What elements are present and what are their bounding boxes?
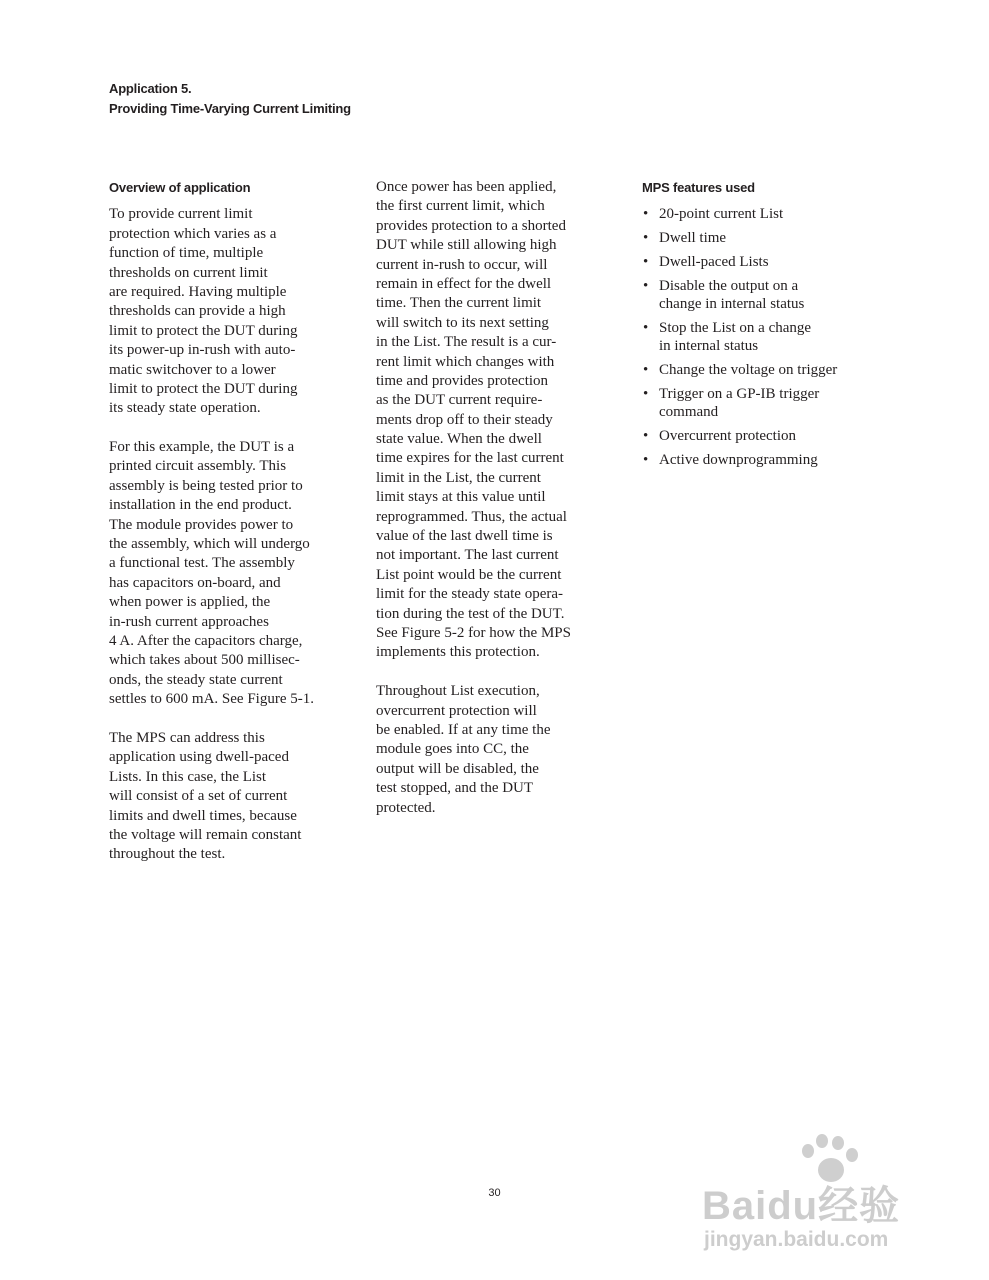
bullet-icon: • bbox=[643, 320, 649, 337]
text-line: DUT while still allowing high bbox=[376, 237, 557, 254]
feature-item bbox=[642, 451, 902, 469]
text-line: List point would be the current bbox=[376, 566, 562, 583]
text-line: not important. The last current bbox=[376, 547, 559, 564]
text-line: implements this protection. bbox=[376, 644, 540, 661]
text-line: its power-up in-rush with auto- bbox=[109, 342, 296, 359]
text-line: onds, the steady state current bbox=[109, 671, 283, 688]
text-line: are required. Having multiple bbox=[109, 283, 287, 300]
text-line: Once power has been applied, bbox=[376, 179, 557, 195]
paragraph bbox=[376, 178, 621, 663]
text-line: its steady state operation. bbox=[109, 400, 261, 417]
application-title bbox=[109, 79, 351, 118]
text-line: remain in effect for the dwell bbox=[376, 275, 552, 292]
text-line: ments drop off to their steady bbox=[376, 411, 553, 428]
feature-text: Disable the output on a bbox=[659, 278, 799, 295]
text-line: in the List. The result is a cur- bbox=[376, 334, 557, 351]
feature-item bbox=[642, 253, 902, 271]
text-line: when power is applied, the bbox=[109, 594, 271, 611]
text-line: application using dwell-paced bbox=[109, 749, 289, 766]
overview-body bbox=[109, 205, 354, 864]
feature-item bbox=[642, 205, 902, 223]
middle-column bbox=[376, 178, 621, 837]
text-line: a functional test. The assembly bbox=[109, 555, 295, 572]
text-line: To provide current limit bbox=[109, 206, 253, 223]
text-line: limit stays at this value until bbox=[376, 489, 546, 506]
feature-text: Trigger on a GP-IB trigger bbox=[659, 386, 820, 403]
text-line: provides protection to a shorted bbox=[376, 217, 566, 234]
watermark-url: jingyan.baidu.com bbox=[704, 1228, 889, 1251]
text-line: the first current limit, which bbox=[376, 198, 545, 215]
feature-text: command bbox=[659, 404, 719, 421]
text-line: settles to 600 mA. See Figure 5-1. bbox=[109, 691, 314, 708]
text-line: thresholds can provide a high bbox=[109, 303, 286, 320]
text-line: installation in the end product. bbox=[109, 497, 292, 514]
feature-item bbox=[642, 229, 902, 247]
text-line: printed circuit assembly. This bbox=[109, 458, 287, 475]
text-line: output will be disabled, the bbox=[376, 760, 539, 777]
bullet-icon: • bbox=[643, 230, 649, 247]
text-line: throughout the test. bbox=[109, 846, 226, 863]
bullet-icon: • bbox=[643, 278, 649, 295]
feature-item bbox=[642, 385, 902, 421]
text-line: reprogrammed. Thus, the actual bbox=[376, 508, 567, 525]
text-line: state value. When the dwell bbox=[376, 431, 542, 448]
text-line: value of the last dwell time is bbox=[376, 528, 553, 545]
text-line: For this example, the DUT is a bbox=[109, 439, 295, 456]
paragraph bbox=[109, 205, 354, 418]
text-line: tion during the test of the DUT. bbox=[376, 605, 565, 622]
features-list bbox=[642, 205, 902, 469]
text-line: current in-rush to occur, will bbox=[376, 256, 548, 273]
text-line: which takes about 500 millisec- bbox=[109, 652, 300, 669]
feature-item bbox=[642, 277, 902, 313]
watermark-logo: Baidu经验 bbox=[702, 1184, 901, 1228]
paragraph bbox=[376, 682, 621, 818]
feature-text: in internal status bbox=[659, 338, 759, 355]
bullet-icon: • bbox=[643, 452, 649, 469]
feature-text: 20-point current List bbox=[659, 206, 784, 223]
text-line: has capacitors on-board, and bbox=[109, 574, 281, 591]
text-line: module goes into CC, the bbox=[376, 741, 529, 758]
text-line: assembly is being tested prior to bbox=[109, 477, 303, 494]
text-line: the assembly, which will undergo bbox=[109, 536, 310, 553]
text-line: function of time, multiple bbox=[109, 245, 264, 262]
page-number: 30 bbox=[488, 1187, 501, 1199]
text-line: Lists. In this case, the List bbox=[109, 768, 267, 785]
text-line: protection which varies as a bbox=[109, 225, 277, 242]
watermark bbox=[700, 1132, 940, 1262]
text-line: rent limit which changes with bbox=[376, 353, 555, 370]
text-line: time and provides protection bbox=[376, 372, 549, 389]
bullet-icon: • bbox=[643, 428, 649, 445]
feature-text: Dwell-paced Lists bbox=[659, 254, 769, 271]
feature-text: Change the voltage on trigger bbox=[659, 362, 838, 379]
paragraph bbox=[109, 729, 354, 865]
feature-text: Stop the List on a change bbox=[659, 320, 812, 337]
paragraph bbox=[109, 438, 354, 709]
middle-body bbox=[376, 178, 621, 818]
text-line: the voltage will remain constant bbox=[109, 826, 302, 843]
application-number: Application 5. bbox=[109, 81, 192, 96]
overview-heading: Overview of application bbox=[109, 180, 251, 195]
text-line: in-rush current approaches bbox=[109, 613, 269, 630]
text-line: The MPS can address this bbox=[109, 729, 265, 746]
text-line: limits and dwell times, because bbox=[109, 807, 297, 824]
features-heading: MPS features used bbox=[642, 180, 755, 195]
text-line: limit to protect the DUT during bbox=[109, 322, 298, 339]
bullet-icon: • bbox=[643, 206, 649, 223]
text-line: matic switchover to a lower bbox=[109, 361, 276, 378]
text-line: 4 A. After the capacitors charge, bbox=[109, 632, 303, 649]
text-line: will switch to its next setting bbox=[376, 314, 549, 331]
bullet-icon: • bbox=[643, 254, 649, 271]
text-line: protected. bbox=[376, 799, 436, 816]
bullet-icon: • bbox=[643, 362, 649, 379]
overview-column bbox=[109, 178, 354, 884]
text-line: See Figure 5-2 for how the MPS bbox=[376, 624, 571, 641]
text-line: be enabled. If at any time the bbox=[376, 721, 551, 738]
text-line: limit to protect the DUT during bbox=[109, 380, 298, 397]
text-line: The module provides power to bbox=[109, 516, 294, 533]
text-line: as the DUT current require- bbox=[376, 392, 543, 409]
features-column bbox=[642, 178, 902, 475]
bullet-icon: • bbox=[643, 386, 649, 403]
text-line: limit for the steady state opera- bbox=[376, 586, 564, 603]
text-line: test stopped, and the DUT bbox=[376, 780, 534, 797]
feature-item bbox=[642, 319, 902, 355]
feature-item bbox=[642, 427, 902, 445]
text-line: overcurrent protection will bbox=[376, 702, 537, 719]
feature-text: Overcurrent protection bbox=[659, 428, 797, 445]
text-line: time. Then the current limit bbox=[376, 295, 542, 312]
application-name: Providing Time-Varying Current Limiting bbox=[109, 100, 351, 116]
feature-text: change in internal status bbox=[659, 296, 805, 313]
text-line: limit in the List, the current bbox=[376, 469, 541, 486]
text-line: Throughout List execution, bbox=[376, 683, 540, 700]
feature-text: Active downprogramming bbox=[659, 452, 818, 469]
feature-item bbox=[642, 361, 902, 379]
text-line: thresholds on current limit bbox=[109, 264, 268, 281]
text-line: will consist of a set of current bbox=[109, 788, 288, 805]
text-line: time expires for the last current bbox=[376, 450, 564, 467]
feature-text: Dwell time bbox=[659, 230, 727, 247]
